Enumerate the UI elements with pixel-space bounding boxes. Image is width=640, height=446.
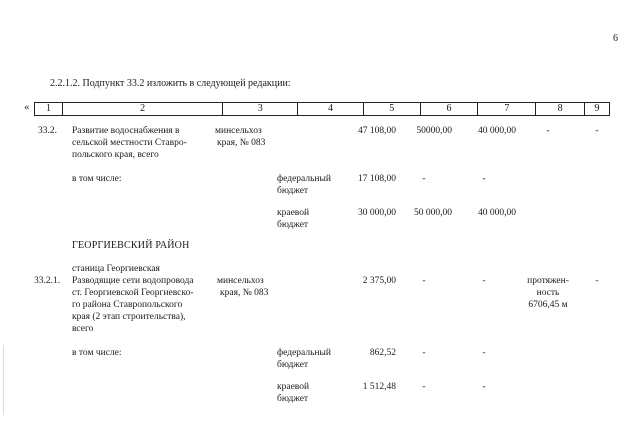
- row-33-2-federal-year2: -: [482, 174, 486, 184]
- row-33-2-executor-line-1: минсельхоз: [215, 126, 262, 136]
- row-33-2-1-regional-year2: -: [482, 382, 486, 392]
- row-33-2-1-col8-line-1: протяжен-: [527, 276, 569, 286]
- row-33-2-1-desc-line-5: края (2 этап строительства),: [72, 312, 186, 322]
- row-33-2-1-desc-line-2: Разводящие сети водопровода: [72, 276, 194, 286]
- row-33-2-federal-year1: -: [422, 174, 426, 184]
- col-number-5: 5: [364, 103, 421, 115]
- row-33-2-year1: 50000,00: [416, 126, 452, 136]
- row-33-2-including-label: в том числе:: [72, 174, 122, 184]
- col-number-7: 7: [478, 103, 536, 115]
- row-33-2-1-executor-line-1: минсельхоз: [217, 276, 264, 286]
- opening-quote: «: [24, 101, 30, 113]
- col-number-6: 6: [421, 103, 479, 115]
- row-33-2-1-desc-line-4: го района Ставропольского: [72, 300, 183, 310]
- row-33-2-regional-year2: 40 000,00: [478, 208, 516, 218]
- row-33-2-1-total: 2 375,00: [362, 276, 396, 286]
- row-33-2-1-federal-total: 862,52: [369, 348, 396, 358]
- row-33-2-1-federal-source-line-1: федеральный: [277, 348, 331, 358]
- row-33-2-1-federal-year1: -: [422, 348, 426, 358]
- col-number-1: 1: [35, 103, 63, 115]
- row-33-2-col8: -: [546, 126, 550, 136]
- row-33-2-1-regional-source-line-2: бюджет: [277, 394, 309, 404]
- row-33-2-1-desc-line-6: всего: [72, 324, 94, 334]
- row-33-2-1-federal-year2: -: [482, 348, 486, 358]
- column-number-header: [34, 102, 610, 116]
- row-33-2-desc-line-3: польского края, всего: [72, 150, 159, 160]
- row-33-2-col9: -: [595, 126, 599, 136]
- row-33-2-desc-line-2: сельской местности Ставро-: [72, 138, 187, 148]
- row-33-2-1-federal-source-line-2: бюджет: [277, 360, 309, 370]
- row-33-2-1-year1: -: [422, 276, 426, 286]
- row-33-2-federal-source-line-1: федеральный: [277, 174, 331, 184]
- row-33-2-1-desc-line-3: ст. Георгиевской Георгиевско-: [72, 288, 194, 298]
- row-33-2-1-desc-line-1: станица Георгиевская: [72, 264, 160, 274]
- col-number-9: 9: [594, 103, 600, 114]
- col-number-2: 2: [63, 103, 223, 115]
- page-number: 6: [613, 33, 618, 44]
- row-33-2-1-col8-line-3: 6706,45 м: [528, 300, 568, 310]
- row-33-2-federal-source-line-2: бюджет: [277, 186, 309, 196]
- row-33-2-1-year2: -: [482, 276, 486, 286]
- col-number-3: 3: [223, 103, 298, 115]
- row-33-2-regional-year1: 50 000,00: [414, 208, 452, 218]
- row-33-2-1-regional-year1: -: [422, 382, 426, 392]
- col-number-4: 4: [298, 103, 364, 115]
- row-33-2-1-executor-line-2: края, № 083: [220, 288, 269, 298]
- row-33-2-1-regional-total: 1 512,48: [362, 382, 396, 392]
- scan-edge-mark: [3, 345, 4, 415]
- col-number-8: 8: [536, 103, 585, 115]
- row-33-2-1-col9: -: [595, 276, 599, 286]
- row-33-2-regional-total: 30 000,00: [358, 208, 396, 218]
- row-33-2-federal-total: 17 108,00: [358, 174, 396, 184]
- row-33-2-regional-source-line-1: краевой: [277, 208, 310, 218]
- row-33-2-1-including-label: в том числе:: [72, 348, 122, 358]
- intro-text: 2.2.1.2. Подпункт 33.2 изложить в следующей редакции:: [50, 78, 291, 89]
- row-33-2-number: 33.2.: [38, 126, 57, 136]
- row-33-2-1-regional-source-line-1: краевой: [277, 382, 310, 392]
- row-33-2-desc-line-1: Развитие водоснабжения в: [72, 126, 180, 136]
- row-33-2-executor-line-2: края, № 083: [217, 138, 266, 148]
- region-heading: ГЕОРГИЕВСКИЙ РАЙОН: [72, 240, 190, 251]
- row-33-2-1-col8-line-2: ность: [536, 288, 560, 298]
- row-33-2-year2: 40 000,00: [478, 126, 516, 136]
- row-33-2-1-number: 33.2.1.: [34, 276, 61, 286]
- row-33-2-regional-source-line-2: бюджет: [277, 220, 309, 230]
- row-33-2-total: 47 108,00: [358, 126, 396, 136]
